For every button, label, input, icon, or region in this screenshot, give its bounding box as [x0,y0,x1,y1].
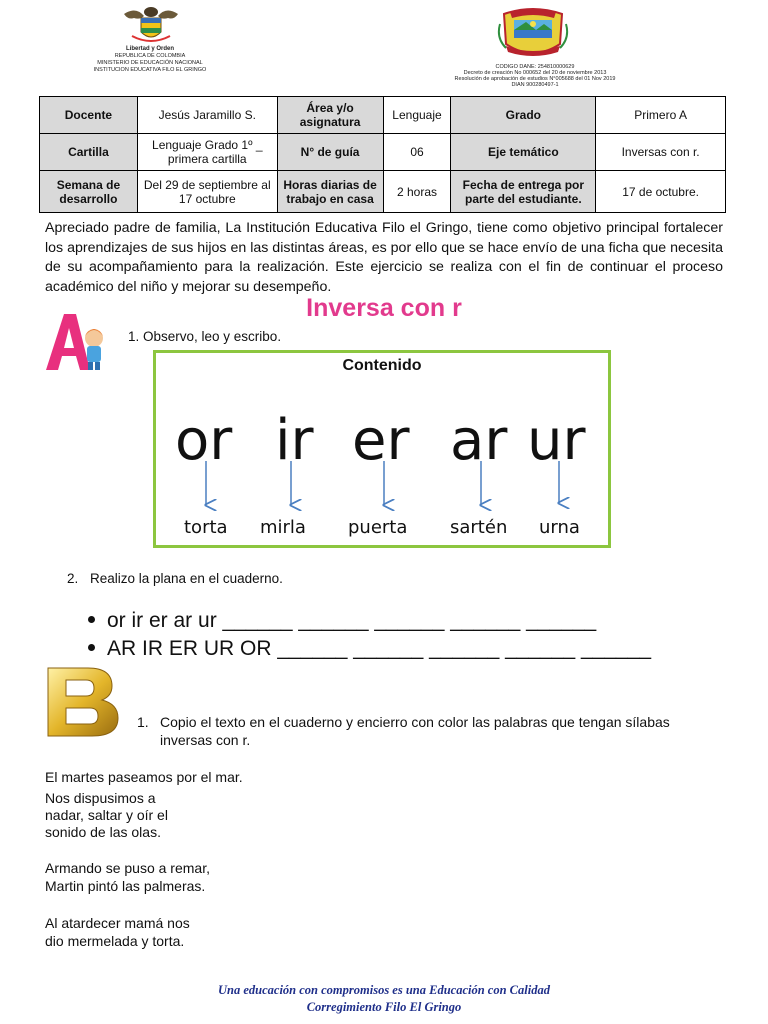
theme-label: Eje temático [451,134,596,171]
step2-text: Realizo la plana en el cuaderno. [90,571,283,586]
school-shield-logo [496,4,570,62]
due-date-value: 17 de octubre. [596,171,726,213]
due-date-label: Fecha de entrega por parte del estudiante. [451,171,596,213]
word-torta: torta [184,517,228,538]
poem-line: El martes paseamos por el mar. [45,769,243,785]
guide-number-label: N° de guía [277,134,383,171]
bullet-icon [88,644,95,651]
dane-code: CODIGO DANE: 254810000629 [495,64,575,70]
creation-decree: Decreto de creación No 000652 del 20 de noviembre 2013 [463,70,607,76]
syllable-er: er [352,408,410,473]
booklet-value: Lenguaje Grado 1º _ primera cartilla [137,134,277,171]
syllable-ar: ar [450,408,508,473]
sectionb-step-number: 1. [137,714,149,730]
table-row [40,134,726,171]
step-observo: 1. Observo, leo y escribo. [128,329,282,344]
subject-label: Área y/o asignatura [277,97,383,134]
colombia-coat-of-arms-logo [122,6,180,46]
teacher-label: Docente [40,97,138,134]
poem-line: nadar, saltar y oír el [45,807,168,823]
daily-hours-label: Horas diarias de trabajo en casa [277,171,383,213]
poem-line: Armando se puso a remar, [45,860,210,876]
daily-hours-value: 2 horas [383,171,451,213]
week-label: Semana de desarrollo [40,171,138,213]
grade-value: Primero A [596,97,726,134]
theme-value: Inversas con r. [596,134,726,171]
subject-value: Lenguaje [383,97,451,134]
table-row [40,97,726,134]
guide-number-value: 06 [383,134,451,171]
republic-label: REPUBLICA DE COLOMBIA [114,53,186,59]
bullet-icon [88,616,95,623]
footer-motto: Una educación con compromisos es una Educación con Calidad [218,983,550,997]
sectionb-step-line2: inversas con r. [160,732,251,748]
booklet-label: Cartilla [40,134,138,171]
step2-number: 2. [67,571,79,586]
institution-label: INSTITUCION EDUCATIVA FILO EL GRINGO [93,67,207,73]
syllable-or: or [175,408,233,473]
word-puerta: puerta [348,517,408,538]
letter-a-mascot-icon [42,308,112,374]
word-sarten: sartén [450,517,508,538]
page-title: Inversa con r [306,294,462,322]
letter-b-gold-icon [42,664,122,740]
plana-uppercase-text: AR IR ER UR OR ______ ______ ______ ______ ______ [107,637,652,660]
intro-paragraph: Apreciado padre de familia, La Institución Educativa Filo el Gringo, tiene como objetivo principal fortalecer los aprendizajes de sus hijos en las distintas áreas, es por ello que se hace envío de una ficha que necesita de su acompañamiento para la realización. Este ejercicio se realiza con el fin de continuar el proceso académico del niño y mejorar su desempeño. [45,220,723,295]
teacher-value: Jesús Jaramillo S. [137,97,277,134]
poem-line: Nos dispusimos a [45,790,156,806]
table-row [40,171,726,213]
poem-line: Al atardecer mamá nos [45,915,190,931]
plana-uppercase [88,637,651,661]
syllable-ir: ir [275,408,314,473]
footer-location: Corregimiento Filo El Gringo [306,1000,462,1014]
approval-resolution: Resolución de aprobación de estudios N°005688 del 01 Nov 2019 [454,76,616,82]
syllable-ur: ur [527,408,586,473]
poem-line: sonido de las olas. [45,824,161,840]
week-value: Del 29 de septiembre al 17 octubre [137,171,277,213]
content-box-title: Contenido [342,357,422,374]
guide-info-table [39,96,726,213]
grade-label: Grado [451,97,596,134]
word-urna: urna [539,517,580,538]
poem-line: dio mermelada y torta. [45,933,185,949]
poem-line: Martin pintó las palmeras. [45,878,206,894]
plana-lowercase-text: or ir er ar ur ______ ______ ______ ______ ______ [107,609,597,632]
motto: Libertad y Orden [125,46,174,52]
ministry-label: MINISTERIO DE EDUCACIÓN NACIONAL [97,60,203,66]
word-mirla: mirla [260,517,306,538]
sectionb-step-line1: Copio el texto en el cuaderno y encierro con color las palabras que tengan sílabas [160,714,670,730]
plana-lowercase [88,609,596,633]
content-box [153,350,611,548]
dian-number: DIAN 900280497-1 [511,82,559,88]
